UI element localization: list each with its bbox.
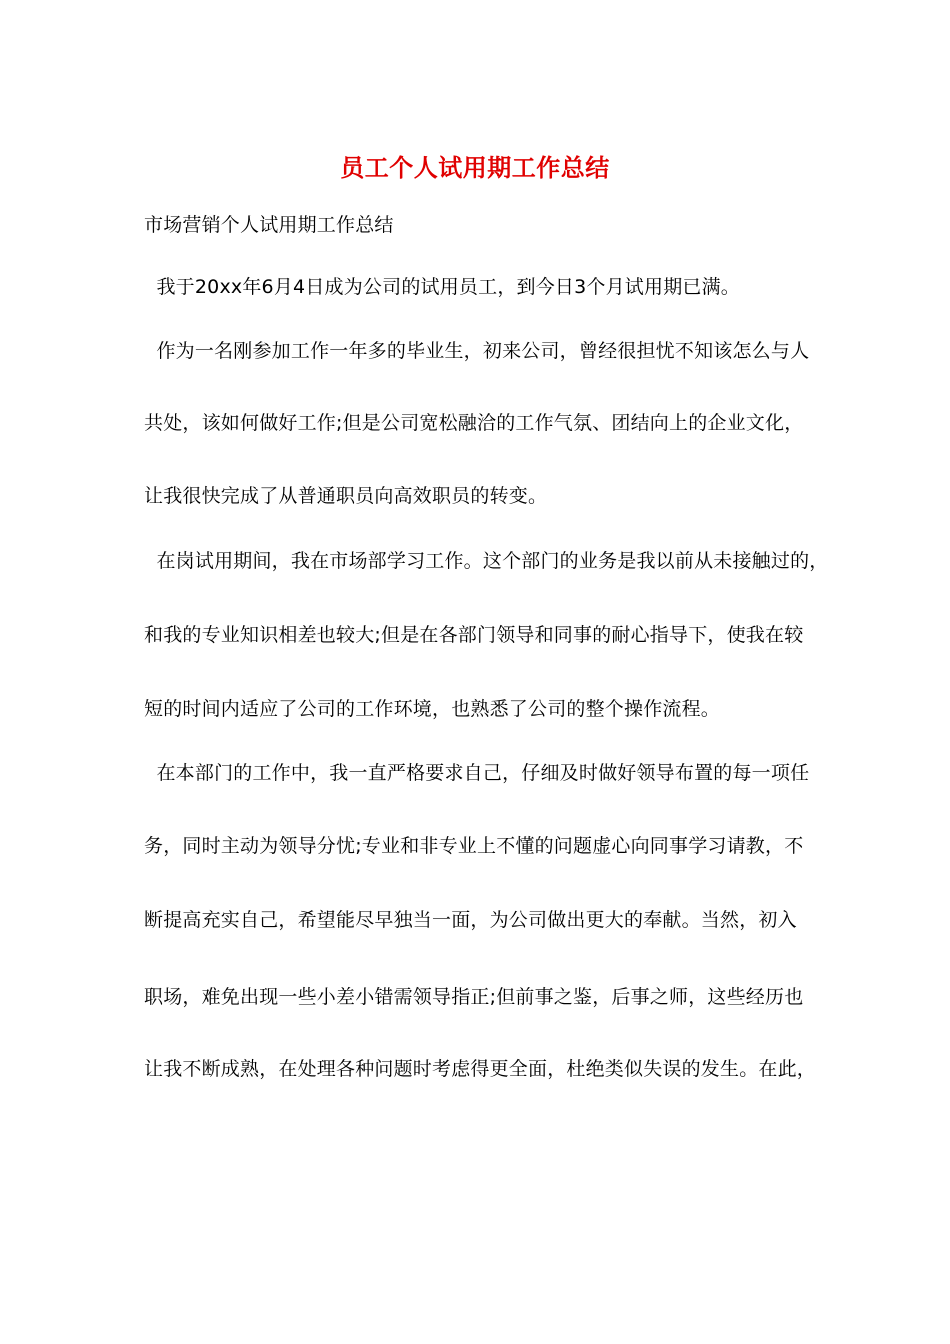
paragraph-line: 作为一名刚参加工作一年多的毕业生，初来公司，曾经很担忧不知该怎么与人 xyxy=(144,340,810,362)
paragraph-line: 务，同时主动为领导分忧;专业和非专业上不懂的问题虚心向同事学习请教，不 xyxy=(144,835,804,857)
document-subtitle: 市场营销个人试用期工作总结 xyxy=(144,214,394,236)
paragraph-line: 和我的专业知识相差也较大;但是在各部门领导和同事的耐心指导下，使我在较 xyxy=(144,624,804,646)
paragraph-line: 在本部门的工作中，我一直严格要求自己，仔细及时做好领导布置的每一项任 xyxy=(144,762,810,784)
paragraph-line: 短的时间内适应了公司的工作环境，也熟悉了公司的整个操作流程。 xyxy=(144,698,721,720)
paragraph-line: 职场，难免出现一些小差小错需领导指正;但前事之鉴，后事之师，这些经历也 xyxy=(144,986,804,1008)
paragraph-line: 在岗试用期间，我在市场部学习工作。这个部门的业务是我以前从未接触过的， xyxy=(144,550,829,572)
paragraph-line: 断提高充实自己，希望能尽早独当一面，为公司做出更大的奉献。当然，初入 xyxy=(144,909,797,931)
paragraph-line: 让我不断成熟，在处理各种问题时考虑得更全面，杜绝类似失误的发生。在此， xyxy=(144,1058,817,1080)
document-title: 员工个人试用期工作总结 xyxy=(340,153,610,182)
paragraph-line: 我于20xx年6月4日成为公司的试用员工，到今日3个月试用期已满。 xyxy=(144,276,741,298)
paragraph-line: 让我很快完成了从普通职员向高效职员的转变。 xyxy=(144,485,548,507)
paragraph-line: 共处，该如何做好工作;但是公司宽松融洽的工作气氛、团结向上的企业文化， xyxy=(144,412,804,434)
